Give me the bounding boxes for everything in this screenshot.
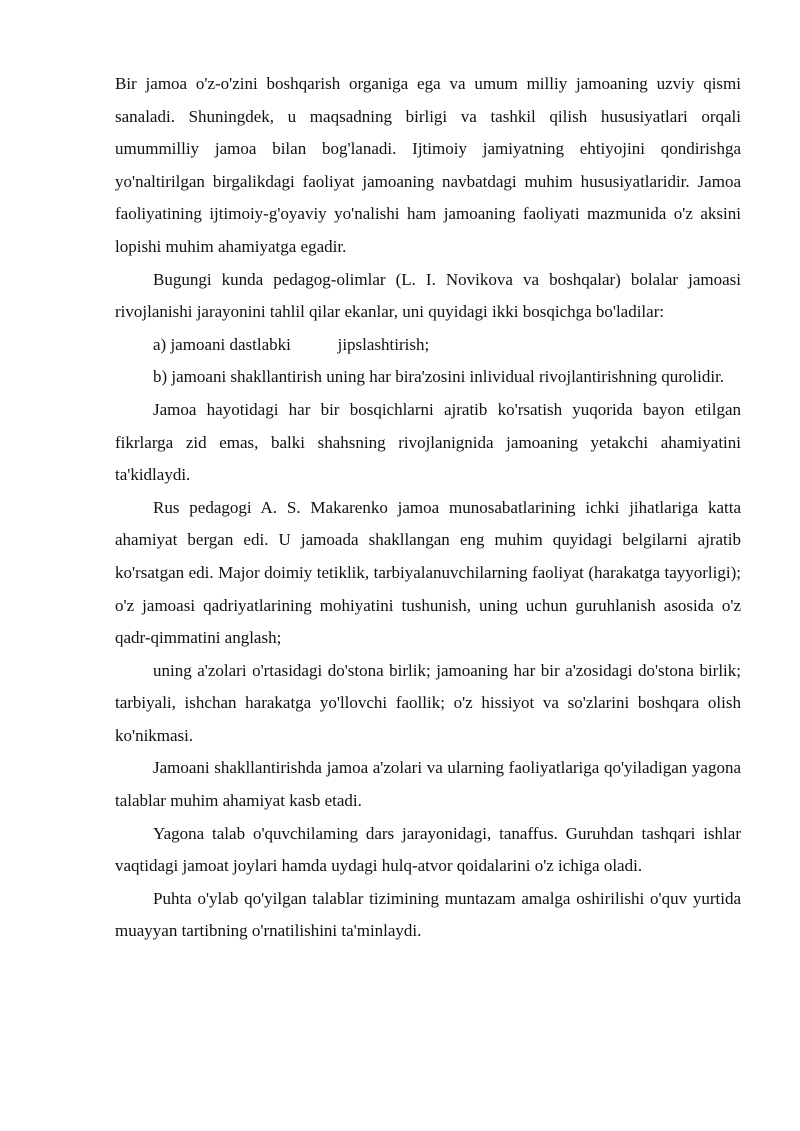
paragraph-3: Jamoa hayotidagi har bir bosqichlarni ajratib ko'rsatish yuqorida bayon etilgan fikrlarga zid emas, balki shahsning rivojlanignida jamoaning yetakchi ahamiyatini ta'kidlaydi. [115,399,741,485]
paragraph-1: Bir jamoa o'z-o'zini boshqarish organiga ega va umum milliy jamoaning uzviy qismi sanaladi. Shuningdek, u maqsadning birligi va tashkil qilish hususiyatlari orqali umummilliy jamoa bilan bog'lanadi. Ijtimoiy jamiyatning ehtiyojini qondirishga yo'naltirilgan birgalikdagi faoliyat jamoaning navbatdagi muhim hususiyatlaridir. Jamoa faoliyatining ijtimoiy-g'oyaviy yo'nalishi ham jamoaning faoliyati mazmunida o'z aksini lopishi muhim ahamiyatga egadir. [115,74,741,256]
paragraph-4: Rus pedagogi A. S. Makarenko jamoa munosabatlarining ichki jihatlariga katta ahamiyat bergan edi. U jamoada shakllangan eng muhim quyidagi belgilarni ajratib ko'rsatgan edi. Major doimiy tetiklik, tarbiyalanuvchilarning faoliyat (harakatga tayyorligi); o'z jamoasi qadriyatlarining mohiyatini tushunish, uning uchun guruhlanish asosida o'z qadr-qimmatini anglash; [115,497,741,648]
paragraph-8: Puhta o'ylab qo'yilgan talablar tizimining muntazam amalga oshirilishi o'quv yurtida muayyan tartibning o'rnatilishini ta'minlaydi. [115,888,741,941]
list-item-b: b) jamoani shakllantirish uning har bira'zosini inlividual rivojlantirishning qurolidir. [153,367,725,387]
paragraph-5: uning a'zolari o'rtasidagi do'stona birlik; jamoaning har bir a'zosidagi do'stona birlik; tarbiyali, ishchan harakatga yo'llovchi faollik; o'z hissiyot va so'zlarini boshqara olish ko'nikmasi. [115,660,741,745]
list-item-a: a) jamoani dastlabki jipslashtirish; [153,334,430,354]
document-body [115,68,741,948]
paragraph-7: Yagona talab o'quvchilaming dars jarayonidagi, tanaffus. Guruhdan tashqari ishlar vaqtidagi jamoat joylari hamda uydagi hulq-atvor qoidalarini o'z ichiga oladi. [115,823,741,876]
paragraph-6: Jamoani shakllantirishda jamoa a'zolari va ularning faoliyatlariga qo'yiladigan yagona talablar muhim ahamiyat kasb etadi. [115,758,741,811]
paragraph-2: Bugungi kunda pedagog-olimlar (L. I. Novikova va boshqalar) bolalar jamoasi rivojlanishi jarayonini tahlil qilar ekanlar, uni quyidagi ikki bosqichga bo'ladilar: [115,269,741,322]
